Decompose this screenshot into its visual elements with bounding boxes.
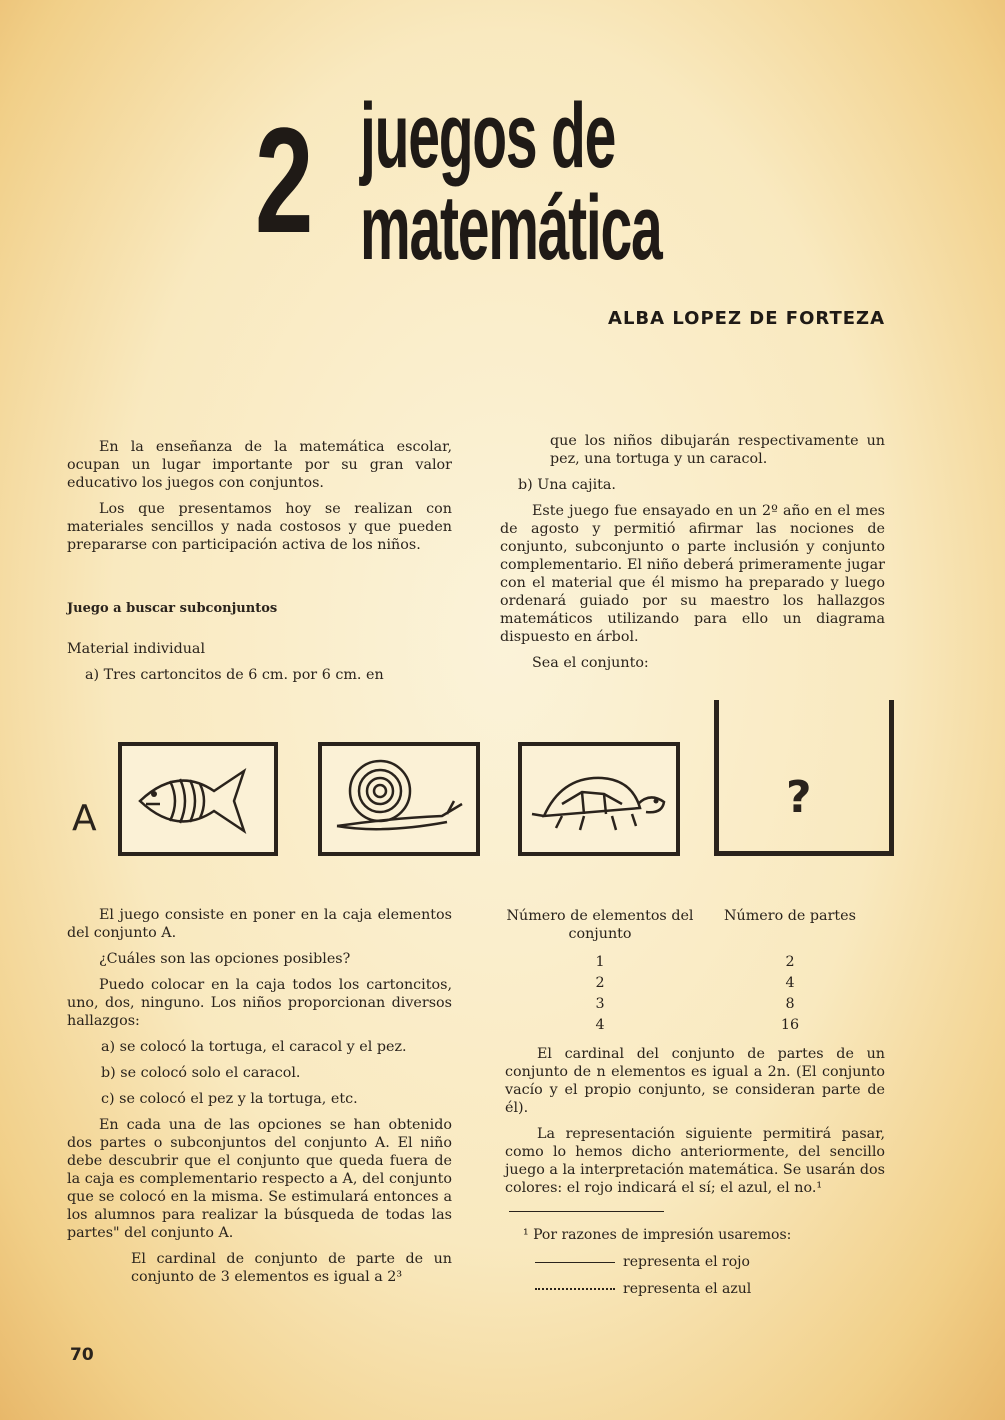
- left-column-bottom: [67, 906, 452, 1294]
- table-row: 3 8: [595, 995, 795, 1012]
- left-column-top: [67, 438, 452, 692]
- section-heading: Juego a buscar subconjuntos: [67, 601, 278, 616]
- paragraph: que los niños dibujarán respectivamente un pez, una tortuga y un caracol.: [550, 433, 885, 467]
- set-label: A: [72, 798, 97, 839]
- table-header: Número de partes: [724, 908, 856, 924]
- paragraph: Sea el conjunto:: [532, 655, 649, 671]
- option-item: c) se colocó el pez y la tortuga, etc.: [101, 1091, 358, 1107]
- title-line-1: juegos de: [360, 85, 616, 187]
- paragraph: En cada una de las opciones se han obtenido dos partes o subconjuntos del conjunto A. El niño debe descubrir que el conjunto que queda fuera de la caja es complementario respecto a A, del conjunto que se colocó en la misma. Se estimulará entonces a los alumnos para realizar la búsqueda de todas las partes" del conjunto A.: [67, 1117, 452, 1241]
- footnote-rule: [509, 1211, 664, 1212]
- snail-icon: [322, 746, 476, 852]
- legend-red: representa el rojo: [505, 1249, 885, 1276]
- card-snail: [318, 742, 480, 856]
- footnote: ¹ Por razones de impresión usaremos:: [523, 1227, 792, 1243]
- table-row: 2 4: [595, 974, 795, 991]
- question-mark: ?: [786, 772, 812, 823]
- list-item: a) Tres cartoncitos de 6 cm. por 6 cm. en: [85, 667, 384, 683]
- author: ALBA LOPEZ DE FORTEZA: [608, 308, 885, 329]
- material-label: Material individual: [67, 641, 206, 657]
- parts-table: [505, 907, 885, 1035]
- paragraph: La representación siguiente permitirá pasar, como lo hemos dicho anteriormente, del sencillo juego a la interpretación matemática. Se usarán dos colores: el rojo indicará el sí; el azul, el no.¹: [505, 1126, 885, 1196]
- paragraph: El cardinal de conjunto de parte de un conjunto de 3 elementos es igual a 2³: [131, 1251, 452, 1285]
- table-row: 1 2: [595, 953, 795, 970]
- fish-icon: [122, 746, 274, 852]
- paragraph: ¿Cuáles son las opciones posibles?: [99, 951, 351, 967]
- chapter-number: 2: [255, 96, 314, 264]
- turtle-icon: [522, 746, 676, 852]
- table-row: 4 16: [595, 1016, 800, 1033]
- dotted-line-icon: [535, 1288, 615, 1290]
- paragraph: En la enseñanza de la matemática escolar, ocupan un lugar importante por su gran valor educativo los juegos con conjuntos.: [67, 439, 452, 491]
- paragraph: Los que presentamos hoy se realizan con materiales sencillos y nada costosos y que pueden prepararse con participación activa de los niños.: [67, 501, 452, 553]
- table-header: Número de elementos del conjunto: [506, 908, 694, 942]
- paragraph: El juego consiste en poner en la caja elementos del conjunto A.: [67, 907, 452, 941]
- legend-blue: representa el azul: [505, 1276, 885, 1303]
- paragraph: Este juego fue ensayado en un 2º año en el mes de agosto y permitió afirmar las nociones de conjunto, subconjunto o parte inclusión y conjunto complementario. El niño deberá primeramente jugar con el material que él mismo ha preparado y luego ordenará guiado por su maestro los hallazgos matemáticos utilizando para ello un diagrama dispuesto en árbol.: [500, 503, 885, 645]
- paragraph: Puedo colocar en la caja todos los cartoncitos, uno, dos, ninguno. Los niños proporcionan diversos hallazgos:: [67, 977, 452, 1029]
- right-column-top: [500, 432, 885, 680]
- page-number: 70: [70, 1345, 94, 1365]
- right-column-bottom: [505, 1045, 885, 1303]
- card-turtle: [518, 742, 680, 856]
- box-cajita: [714, 700, 894, 856]
- title-line-2: matemática: [360, 177, 662, 279]
- option-item: a) se colocó la tortuga, el caracol y el pez.: [101, 1039, 407, 1055]
- list-item: b) Una cajita.: [518, 477, 616, 493]
- paragraph: El cardinal del conjunto de partes de un conjunto de n elementos es igual a 2n. (El conjunto vacío y el propio conjunto, se consideran parte de él).: [505, 1046, 885, 1116]
- card-fish: [118, 742, 278, 856]
- option-item: b) se colocó solo el caracol.: [101, 1065, 301, 1081]
- solid-line-icon: [535, 1262, 615, 1263]
